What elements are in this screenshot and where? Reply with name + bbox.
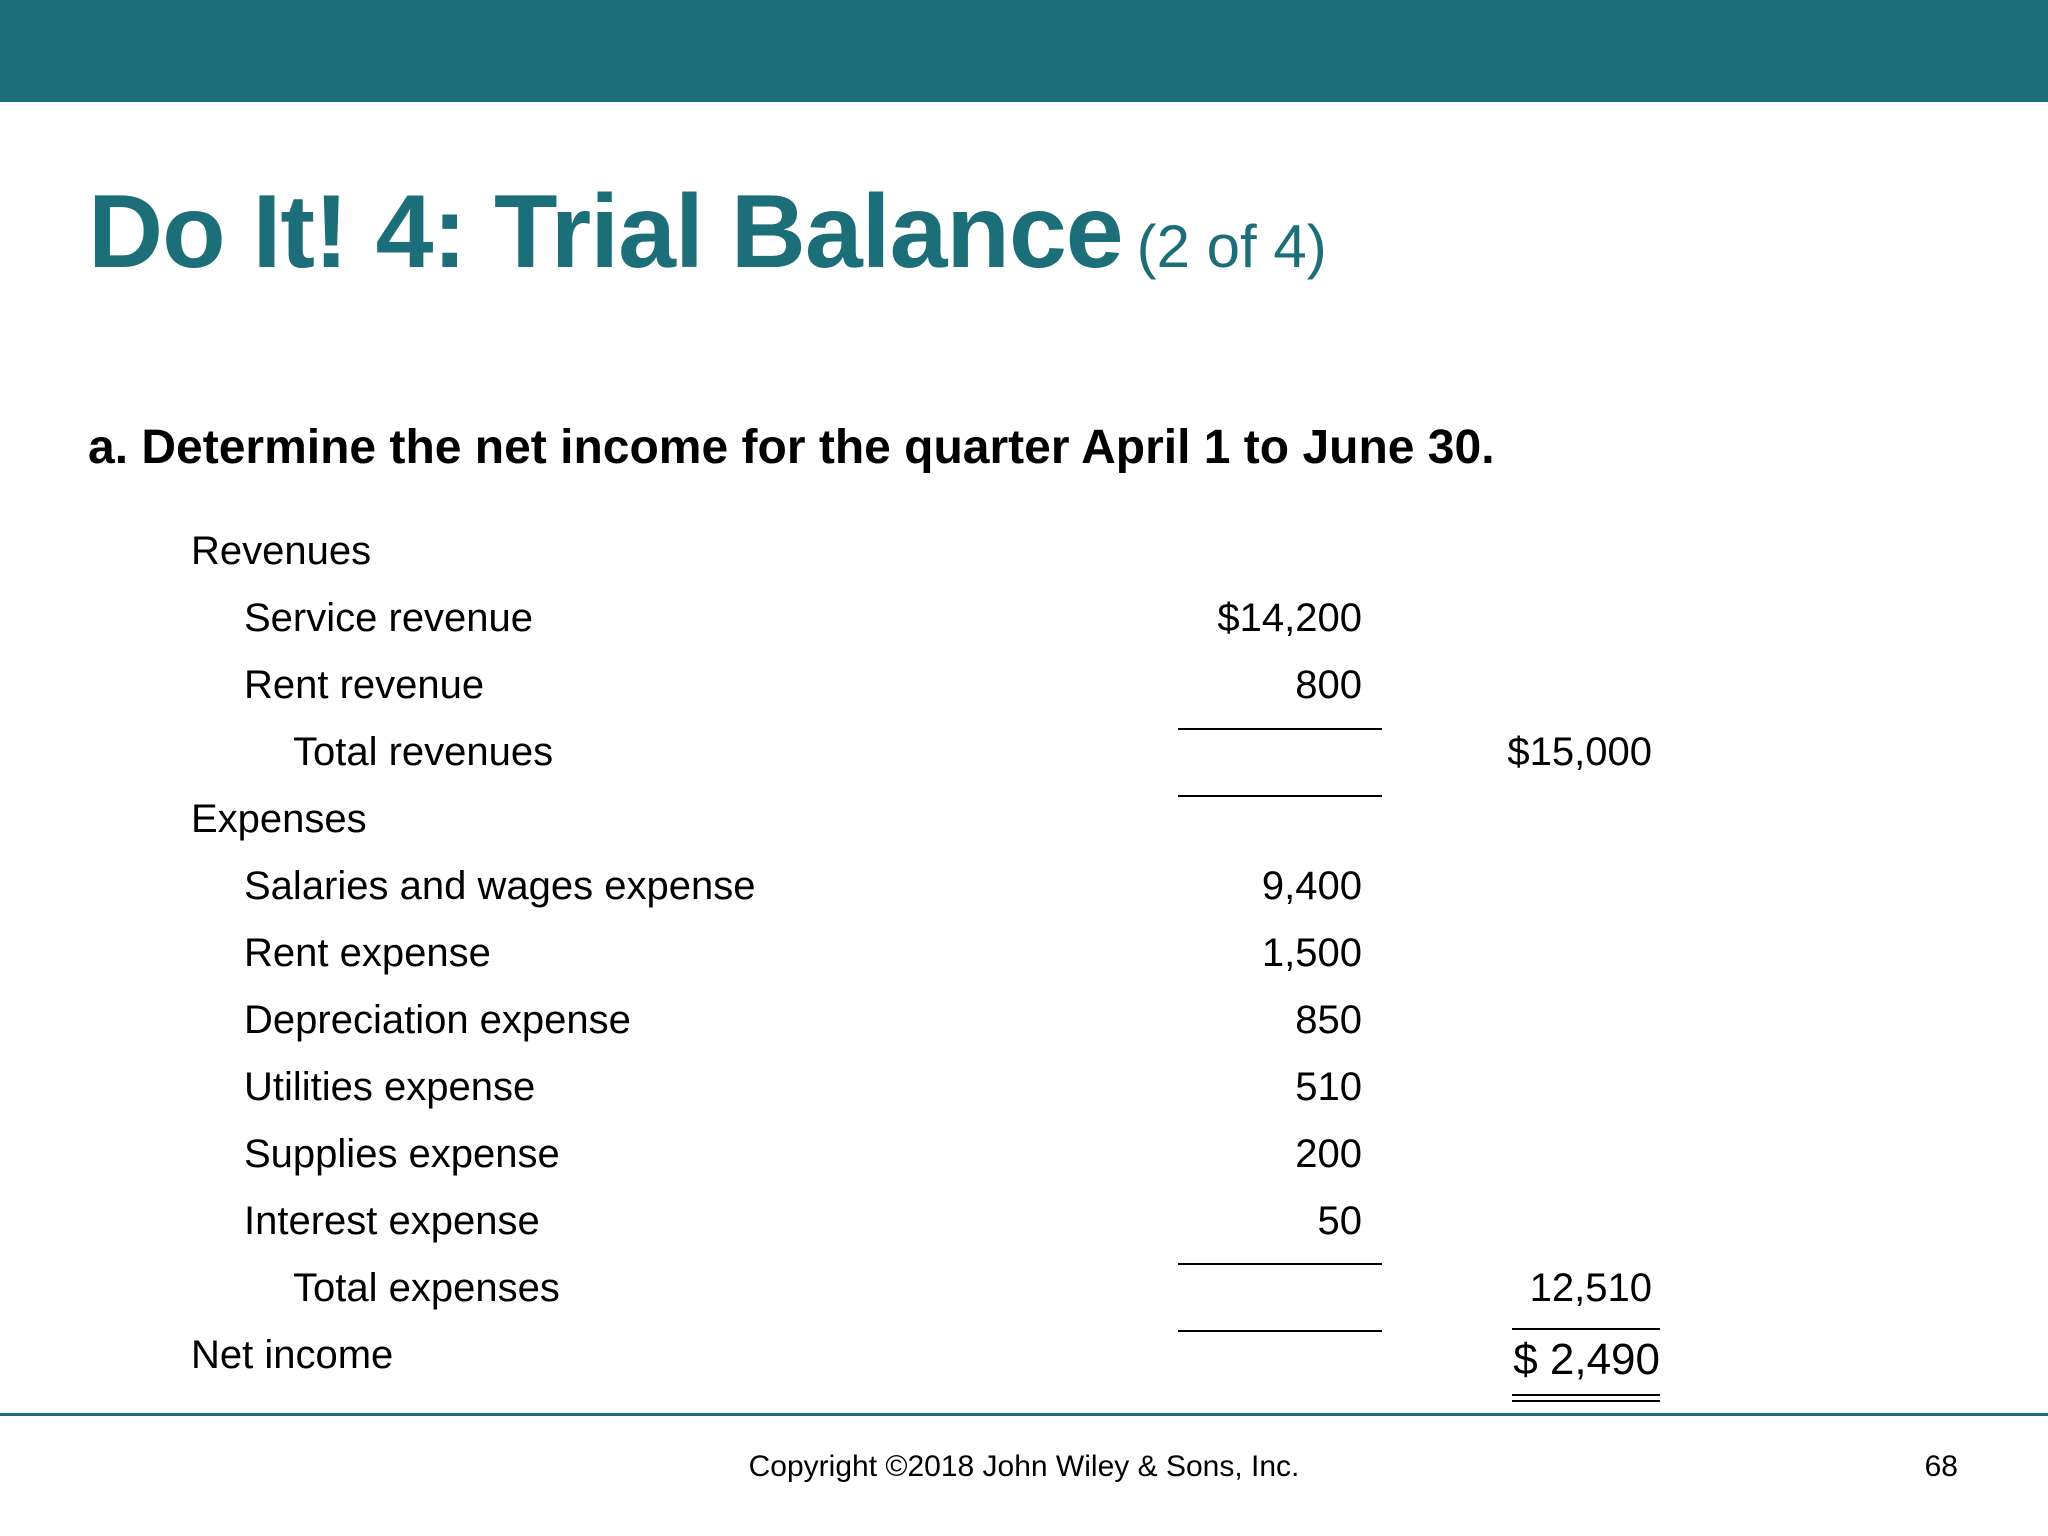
subtotal-rule <box>1178 1263 1382 1265</box>
revenue-item-amount: 800 <box>1295 663 1362 707</box>
expense-item-amount: 50 <box>1317 1199 1362 1243</box>
revenues-heading: Revenues <box>191 529 372 573</box>
expense-item-amount: 1,500 <box>1261 931 1362 975</box>
expenses-heading: Expenses <box>191 797 367 841</box>
total-revenues-amount: $15,000 <box>1507 730 1652 774</box>
expense-item-label: Supplies expense <box>244 1132 560 1176</box>
revenue-item-amount: $14,200 <box>1217 596 1362 640</box>
revenue-item-label: Rent revenue <box>244 663 485 707</box>
double-underline <box>1512 1394 1660 1402</box>
expense-item-label: Rent expense <box>244 931 491 975</box>
expense-item-label: Interest expense <box>244 1199 540 1243</box>
copyright-text: Copyright ©2018 John Wiley & Sons, Inc. <box>748 1450 1300 1483</box>
top-accent-bar <box>0 0 2048 102</box>
expense-item-label: Utilities expense <box>244 1065 536 1109</box>
slide-title-main: Do It! 4: Trial Balance <box>88 174 1123 290</box>
subtotal-rule <box>1178 728 1382 730</box>
expense-item-amount: 850 <box>1295 998 1362 1042</box>
expense-item-amount: 510 <box>1295 1065 1362 1109</box>
subtotal-rule <box>1512 1328 1660 1330</box>
net-income-label: Net income <box>191 1333 394 1377</box>
footer-divider <box>0 1413 2048 1416</box>
total-expenses-label: Total expenses <box>293 1266 560 1310</box>
slide-title-suffix: (2 of 4) <box>1136 213 1327 280</box>
page-number: 68 <box>1924 1450 1958 1483</box>
slide-title <box>88 174 1327 290</box>
expense-item-amount: 9,400 <box>1261 864 1362 908</box>
revenue-item-label: Service revenue <box>244 596 534 640</box>
expense-item-label: Salaries and wages expense <box>244 864 756 908</box>
total-expenses-amount: 12,510 <box>1529 1266 1652 1310</box>
net-income-amount: $ 2,490 <box>1513 1335 1660 1384</box>
expense-item-label: Depreciation expense <box>244 998 631 1042</box>
question-text: a. Determine the net income for the quarter April 1 to June 30. <box>88 421 1495 474</box>
section-rule <box>1178 1330 1382 1332</box>
total-revenues-label: Total revenues <box>293 730 554 774</box>
expense-item-amount: 200 <box>1295 1132 1362 1176</box>
section-rule <box>1178 795 1382 797</box>
